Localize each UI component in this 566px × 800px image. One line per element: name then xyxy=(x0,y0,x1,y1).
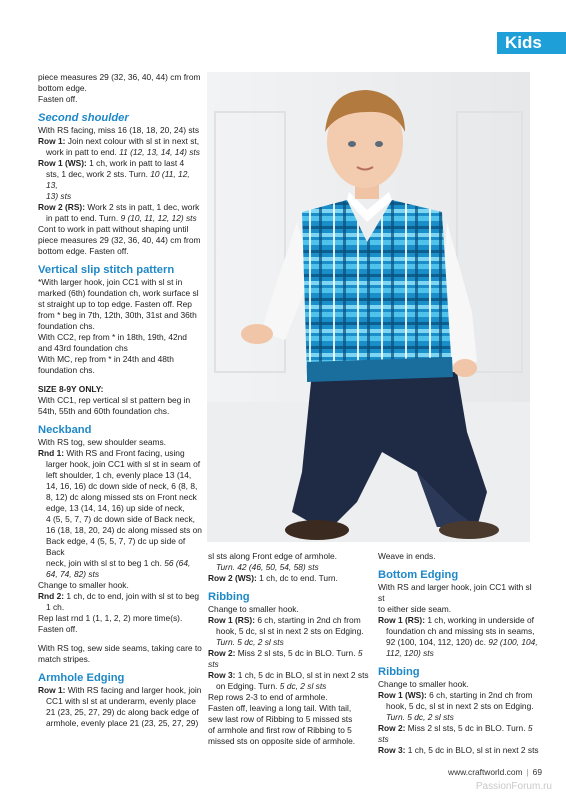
text-line: Rep rows 2-3 to end of armhole. xyxy=(208,692,328,702)
row-label: Row 1: xyxy=(38,685,66,695)
text-line: match stripes. xyxy=(38,654,91,664)
stitch-count: 5 sts xyxy=(208,648,363,669)
text-line: Weave in ends. xyxy=(378,551,436,561)
row-text: 1 ch, 5 dc in BLO, sl st in next 2 sts xyxy=(235,670,369,680)
rnd-1 xyxy=(38,448,203,459)
row-label: Row 2: xyxy=(378,723,406,733)
stitch-count: 13) sts xyxy=(46,191,72,201)
row-2-ws xyxy=(208,573,375,584)
text-line: Change to smaller hook. xyxy=(208,604,299,614)
heading-bottom-edging: Bottom Edging xyxy=(378,569,459,581)
text-line: foundation chs. xyxy=(38,321,95,331)
text-line: With RS and larger hook, join CC1 with sl st xyxy=(378,582,532,603)
stitch-count: 112, 120) sts xyxy=(386,648,434,658)
text-line: piece measures 29 (32, 36, 40, 44) cm from xyxy=(38,235,201,245)
text-line: Cont to work in patt without shaping until xyxy=(38,224,189,234)
text-line xyxy=(38,147,203,158)
watermark: PassionForum.ru xyxy=(475,781,552,792)
text-line: hook, 5 dc, sl st in next 2 sts on Edging. xyxy=(216,626,364,636)
row-text: 92 (100, 104, 112, 120) dc. xyxy=(386,637,489,647)
row-text: 1 ch, work in patt to last 4 xyxy=(86,158,185,168)
row-text: 1 ch, 5 dc in BLO, sl st in next 2 sts xyxy=(405,745,539,755)
text-line: 1 ch. xyxy=(46,602,65,612)
text-line: With CC2, rep from * in 18th, 19th, 42nd xyxy=(38,332,187,342)
row-label: Rnd 2: xyxy=(38,591,65,601)
text-line: sl sts along Front edge of armhole. xyxy=(208,551,337,561)
text-line xyxy=(38,169,203,191)
text-line xyxy=(378,637,540,648)
stitch-count: 5 sts xyxy=(378,723,533,744)
text-line: piece measures 29 (32, 36, 40, 44) cm from xyxy=(38,72,201,82)
row-1-rs xyxy=(208,615,375,626)
text-line: armhole, evenly place 21 (23, 25, 27, 29) xyxy=(46,718,199,728)
row-text: 6 ch, starting in 2nd ch from xyxy=(426,690,533,700)
row-label: Row 3: xyxy=(378,745,406,755)
row-2 xyxy=(378,723,540,745)
text-line: With RS tog, sew side seams, taking care to xyxy=(38,643,202,653)
row-text: in patt to end. Turn. xyxy=(46,213,121,223)
row-text: 1 ch, dc to end, join with sl st to beg xyxy=(64,591,200,601)
text-line: Rep last rnd 1 (1, 1, 2, 2) more time(s). xyxy=(38,613,183,623)
heading-second-shoulder: Second shoulder xyxy=(38,112,129,124)
row-1-rs xyxy=(378,615,540,626)
row-label: Row 1 (RS): xyxy=(208,615,255,625)
text-line: *With larger hook, join CC1 with sl st in xyxy=(38,277,183,287)
text-line: 8, 12) dc along missed sts on Front neck xyxy=(46,492,197,502)
text-line: With RS tog, sew shoulder seams. xyxy=(38,437,167,447)
heading-neckband: Neckband xyxy=(38,424,92,436)
text-line: Fasten off, leaving a long tail. With tail, xyxy=(208,703,352,713)
text-line: edge, 13 (14, 14, 16) up side of neck, xyxy=(46,503,185,513)
row-text: 1 ch, working in underside of xyxy=(425,615,534,625)
page-footer xyxy=(448,767,542,777)
column-right xyxy=(378,551,540,756)
heading-ribbing: Ribbing xyxy=(378,666,420,678)
row-3 xyxy=(378,745,540,756)
stitch-count: 92 (100, 104, xyxy=(488,637,538,647)
row-2-rs xyxy=(38,202,203,213)
text-line: from * beg in 7th, 12th, 30th, 31st and 36th xyxy=(38,310,197,320)
row-text: 6 ch, starting in 2nd ch from xyxy=(255,615,361,625)
text-line: foundation ch and missing sts in seams, xyxy=(386,626,535,636)
text-line: sew last row of Ribbing to 5 missed sts xyxy=(208,714,353,724)
text-line: Back edge, 4 (5, 5, 7, 7) dc up side of Back xyxy=(46,536,186,557)
text-line: bottom edge. xyxy=(38,83,87,93)
text-line xyxy=(208,681,375,692)
row-text: work in patt to end. xyxy=(46,147,120,157)
stitch-count: 11 (12, 13, 14, 14) sts xyxy=(119,147,200,157)
text-line: With CC1, rep vertical sl st pattern beg in xyxy=(38,395,191,405)
row-3 xyxy=(208,670,375,681)
heading-armhole-edging: Armhole Edging xyxy=(38,672,125,684)
section-tab-label: Kids xyxy=(505,33,542,52)
row-label: Row 1: xyxy=(38,136,66,146)
stitch-count: Turn. 5 dc, 2 sl sts xyxy=(216,637,284,647)
row-1 xyxy=(38,685,203,696)
row-1-ws xyxy=(38,158,203,169)
page-number: 69 xyxy=(532,767,542,777)
text-line: With RS facing, miss 16 (18, 18, 20, 24) sts xyxy=(38,125,200,135)
stitch-count: Turn. 5 dc, 2 sl sts xyxy=(386,712,454,722)
row-label: Row 1 (WS): xyxy=(378,690,427,700)
text-line: 54th, 55th and 60th foundation chs. xyxy=(38,406,170,416)
heading-vertical-slip-stitch: Vertical slip stitch pattern xyxy=(38,264,175,276)
boy-photo xyxy=(207,72,530,542)
text-line: st straight up to top edge. Fasten off. Rep xyxy=(38,299,192,309)
row-text: Miss 2 sl sts, 5 dc in BLO. Turn. xyxy=(235,648,358,658)
text-line: and 43rd foundation chs xyxy=(38,343,128,353)
text-line: marked (6th) foundation ch, work surface sl xyxy=(38,288,199,298)
row-text: sts, 1 dec, work 2 sts. Turn. xyxy=(46,169,151,179)
row-2 xyxy=(208,648,375,670)
text-line: 14, 16, 16) dc down side of neck, 6 (8, 8, xyxy=(46,481,198,491)
text-line: Fasten off. xyxy=(38,94,78,104)
row-label: Row 2 (RS): xyxy=(38,202,85,212)
text-line: foundation chs. xyxy=(38,365,95,375)
text-line: Change to smaller hook. xyxy=(378,679,469,689)
text-line: larger hook, join CC1 with sl st in seam of xyxy=(46,459,201,469)
text-line: missed sts on opposite side of armhole. xyxy=(208,736,356,746)
stitch-count: 64, 74, 82) sts xyxy=(46,569,100,579)
size-label: SIZE 8-9Y ONLY: xyxy=(38,384,104,394)
stitch-count: 56 (64, xyxy=(164,558,191,568)
row-1-ws xyxy=(378,690,540,701)
rnd-2 xyxy=(38,591,203,602)
text-line: CC1 with sl st at underarm, evenly place xyxy=(46,696,196,706)
row-text: neck, join with sl st to beg 1 ch. xyxy=(46,558,165,568)
text-line xyxy=(38,213,203,224)
boy-in-knitted-vest-image xyxy=(207,72,530,542)
row-label: Row 2 (WS): xyxy=(208,573,257,583)
heading-ribbing: Ribbing xyxy=(208,591,250,603)
row-label: Row 1 (RS): xyxy=(378,615,425,625)
footer-website: www.craftworld.com xyxy=(448,767,523,777)
text-line: 21 (23, 25, 27, 29) dc along back edge of xyxy=(46,707,199,717)
row-text: Miss 2 sl sts, 5 dc in BLO. Turn. xyxy=(405,723,528,733)
row-text: on Edging. Turn. xyxy=(216,681,280,691)
row-label: Rnd 1: xyxy=(38,448,65,458)
row-text: With RS and Front facing, using xyxy=(64,448,185,458)
text-line: bottom edge. Fasten off. xyxy=(38,246,129,256)
text-line: hook, 5 dc, sl st in next 2 sts on Edging. xyxy=(386,701,534,711)
row-text: Join next colour with sl st in next st, xyxy=(65,136,200,146)
stitch-count: 5 dc, 2 sl sts xyxy=(279,681,327,691)
stitch-count: 9 (10, 11, 12, 12) sts xyxy=(120,213,197,223)
row-text: With RS facing and larger hook, join xyxy=(65,685,202,695)
text-line xyxy=(38,558,203,569)
text-line: Change to smaller hook. xyxy=(38,580,129,590)
text-line: 4 (5, 5, 7, 7) dc down side of Back neck, xyxy=(46,514,195,524)
text-line: to either side seam. xyxy=(378,604,452,614)
row-text: Work 2 sts in patt, 1 dec, work xyxy=(85,202,200,212)
stitch-count: Turn. 42 (46, 50, 54, 58) sts xyxy=(216,562,319,572)
text-line: With MC, rep from * in 24th and 48th xyxy=(38,354,174,364)
row-1 xyxy=(38,136,203,147)
row-text: 1 ch, dc to end. Turn. xyxy=(256,573,338,583)
column-middle xyxy=(208,551,375,747)
text-line: of armhole and first row of Ribbing to 5 xyxy=(208,725,352,735)
stitch-count: 10 (11, 12, 13, xyxy=(46,169,190,190)
column-left xyxy=(38,72,203,729)
section-tab xyxy=(497,32,566,54)
row-label: Row 3: xyxy=(208,670,236,680)
row-label: Row 2: xyxy=(208,648,236,658)
row-label: Row 1 (WS): xyxy=(38,158,87,168)
text-line: 16 (18, 18, 20, 24) dc along missed sts on xyxy=(46,525,202,535)
text-line: left shoulder, 1 ch, evenly place 13 (14, xyxy=(46,470,192,480)
text-line: Fasten off. xyxy=(38,624,78,634)
footer-separator: | xyxy=(526,767,529,777)
